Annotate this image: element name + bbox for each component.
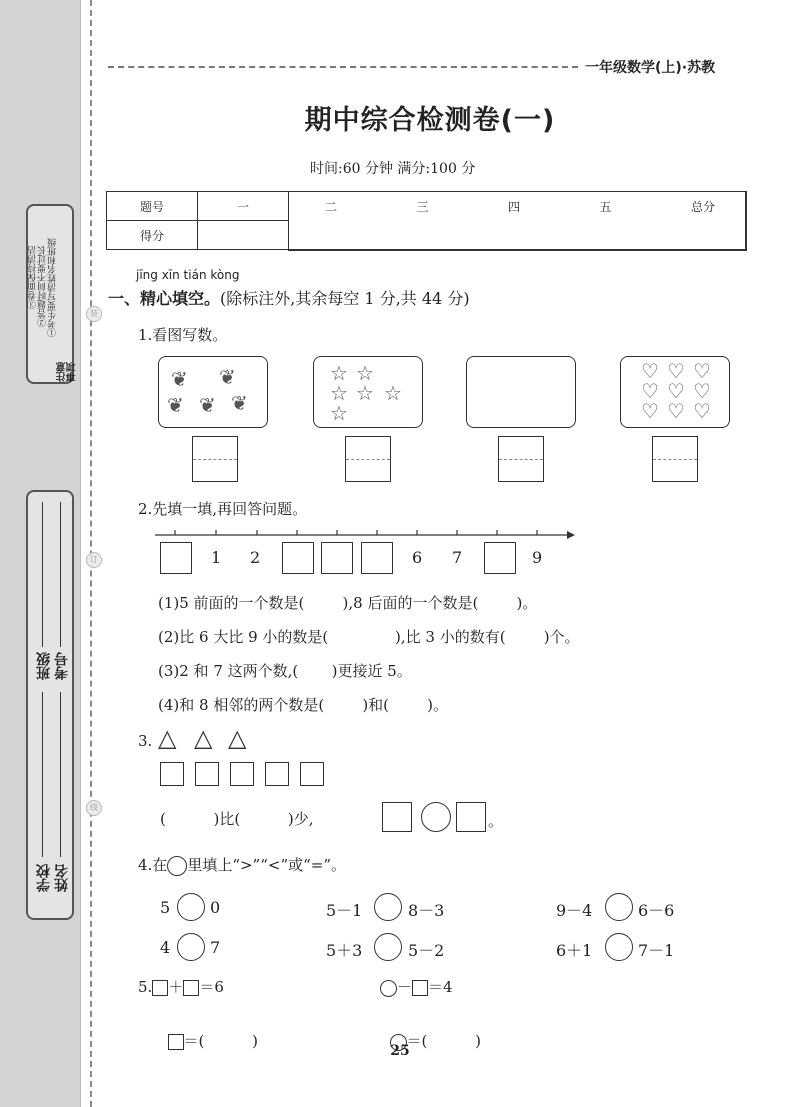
leaf-icon: ❦	[199, 393, 216, 417]
compare-circle[interactable]	[605, 893, 633, 921]
number-label: 1	[211, 548, 222, 567]
heart-icon: ♡	[667, 399, 685, 423]
square-shape	[195, 762, 219, 786]
name-label: 姓名	[54, 864, 70, 892]
compare-sentence: ( )比( )少,	[160, 810, 314, 828]
col-headers-rest	[289, 192, 747, 221]
compare-left: 9－4	[556, 901, 593, 920]
picture-box	[620, 356, 730, 428]
number-box[interactable]	[160, 542, 192, 574]
compare-left: 5＋3	[326, 941, 363, 960]
square-blank[interactable]	[183, 980, 199, 996]
sentence-end: 。	[488, 812, 504, 830]
number-box[interactable]	[484, 542, 516, 574]
picture-box	[158, 356, 268, 428]
name-line[interactable]	[60, 692, 61, 857]
star-icon: ☆	[330, 361, 348, 385]
binding-hole-mark: 装	[86, 306, 102, 322]
section-heading	[108, 286, 470, 309]
star-icon: ☆	[384, 381, 402, 405]
leaf-icon: ❦	[167, 393, 184, 417]
compare-circle[interactable]	[605, 933, 633, 961]
answer-box[interactable]	[498, 436, 544, 482]
question-2-label: 2.先填一填,再回答问题。	[138, 500, 308, 518]
number-box[interactable]	[282, 542, 314, 574]
number-label: 7	[452, 548, 463, 567]
sub-question: (2)比 6 大比 9 小的数是( ),比 3 小的数有( )个。	[158, 628, 580, 646]
heart-icon: ♡	[667, 359, 685, 383]
id-line[interactable]	[60, 502, 61, 647]
row-label: 题号	[107, 192, 198, 221]
compare-right: 7	[210, 938, 221, 957]
row-label: 得分	[107, 221, 198, 250]
picture-box	[313, 356, 423, 428]
score-cells-rest[interactable]	[289, 221, 747, 250]
sub-question: (1)5 前面的一个数是( ),8 后面的一个数是( )。	[158, 594, 538, 612]
question-4-label	[138, 854, 346, 876]
notes-item: ③卷面保持清洁	[28, 246, 38, 309]
section-pinyin: jīng xīn tián kòng	[136, 268, 240, 282]
heart-icon: ♡	[693, 379, 711, 403]
answer-box[interactable]	[652, 436, 698, 482]
question-3-label: 3.	[138, 732, 153, 750]
col-header: 二	[325, 199, 338, 214]
class-line[interactable]	[42, 502, 43, 647]
answer-box[interactable]	[192, 436, 238, 482]
compare-left: 6＋1	[556, 941, 593, 960]
compare-right: 8－3	[408, 901, 445, 920]
compare-circle[interactable]	[374, 933, 402, 961]
star-icon: ☆	[330, 401, 348, 425]
number-label: 6	[412, 548, 423, 567]
question-5-eq2	[380, 976, 453, 997]
score-cell[interactable]	[198, 221, 289, 250]
notes-item: ①考生要写清姓名和班级	[48, 238, 58, 337]
circle-blank[interactable]	[380, 980, 397, 997]
leaf-icon: ❦	[231, 391, 248, 415]
section-note: (除标注外,其余每空 1 分,共 44 分)	[220, 289, 470, 308]
answer-square[interactable]	[456, 802, 486, 832]
school-line[interactable]	[42, 692, 43, 857]
number-label: 2	[250, 548, 261, 567]
q4-label-start: 4.在	[138, 856, 168, 874]
answer-square[interactable]	[382, 802, 412, 832]
heart-icon: ♡	[641, 379, 659, 403]
sub-question: (3)2 和 7 这两个数,( )更接近 5。	[158, 662, 412, 680]
answer-blank[interactable]: ＝( )	[183, 1032, 258, 1050]
plus-sign: ＋	[168, 978, 184, 996]
equation-rhs: ＝4	[428, 978, 453, 996]
heart-icon: ♡	[641, 359, 659, 383]
binding-hole-mark: 线	[86, 800, 102, 816]
col-header: 一	[198, 192, 289, 221]
col-header: 总分	[690, 199, 715, 214]
page-number: 25	[390, 1043, 410, 1059]
equation-rhs: ＝6	[199, 978, 224, 996]
compare-left: 5	[160, 898, 171, 917]
student-info-box	[26, 490, 74, 920]
compare-circle[interactable]	[177, 893, 205, 921]
question-1-label: 1.看图写数。	[138, 326, 228, 344]
col-header: 三	[416, 199, 429, 214]
square-blank[interactable]	[412, 980, 428, 996]
binding-hole-mark: 订	[86, 552, 102, 568]
leaf-icon: ❦	[219, 365, 236, 389]
compare-left: 4	[160, 938, 171, 957]
q4-label-rest: 里填上“>”“<”或“=”。	[187, 856, 347, 874]
series-label: 一年级数学(上)·苏教	[585, 60, 716, 76]
compare-right: 5－2	[408, 941, 445, 960]
heart-icon: ♡	[667, 379, 685, 403]
answer-box[interactable]	[345, 436, 391, 482]
star-icon: ☆	[356, 361, 374, 385]
header-rule	[108, 66, 578, 68]
square-shape	[230, 762, 254, 786]
compare-right: 7－1	[638, 941, 675, 960]
compare-right: 0	[210, 898, 221, 917]
exam-meta: 时间:60 分钟 满分:100 分	[310, 161, 476, 177]
heart-icon: ♡	[641, 399, 659, 423]
answer-circle[interactable]	[421, 802, 451, 832]
id-label: 考号	[54, 652, 70, 680]
circle-symbol	[167, 856, 187, 876]
compare-right: 6－6	[638, 901, 675, 920]
heart-icon: ♡	[693, 399, 711, 423]
star-icon: ☆	[330, 381, 348, 405]
number-label: 9	[532, 548, 543, 567]
square-shape	[300, 762, 324, 786]
number-box[interactable]	[321, 542, 353, 574]
notes-label: 注意事项	[57, 362, 78, 382]
answer-blank[interactable]: ＝( )	[406, 1032, 481, 1050]
triangle-icon: △	[158, 724, 177, 752]
class-label: 班级	[36, 652, 52, 680]
square-shape	[160, 762, 184, 786]
triangle-icon: △	[194, 724, 213, 752]
leaf-icon: ❦	[171, 367, 188, 391]
section-title: 一、精心填空。	[108, 289, 221, 308]
q5-label: 5.	[138, 978, 153, 996]
col-header: 五	[599, 199, 612, 214]
square-shape	[265, 762, 289, 786]
compare-left: 5－1	[326, 901, 363, 920]
score-table	[106, 191, 747, 251]
number-box[interactable]	[361, 542, 393, 574]
number-line	[155, 528, 575, 542]
triangle-icon: △	[228, 724, 247, 752]
picture-box-empty	[466, 356, 576, 428]
school-label: 学校	[36, 864, 52, 892]
compare-circle[interactable]	[177, 933, 205, 961]
square-blank[interactable]	[152, 980, 168, 996]
compare-circle[interactable]	[374, 893, 402, 921]
heart-icon: ♡	[693, 359, 711, 383]
minus-sign: －	[397, 978, 413, 996]
col-header: 四	[507, 199, 520, 214]
notes-box	[26, 204, 78, 384]
sub-question: (4)和 8 相邻的两个数是( )和( )。	[158, 696, 449, 714]
page-title: 期中综合检测卷(一)	[304, 105, 556, 136]
star-icon: ☆	[356, 381, 374, 405]
notes-item: ②答题时间不要过长	[38, 246, 48, 327]
question-5	[138, 976, 224, 997]
